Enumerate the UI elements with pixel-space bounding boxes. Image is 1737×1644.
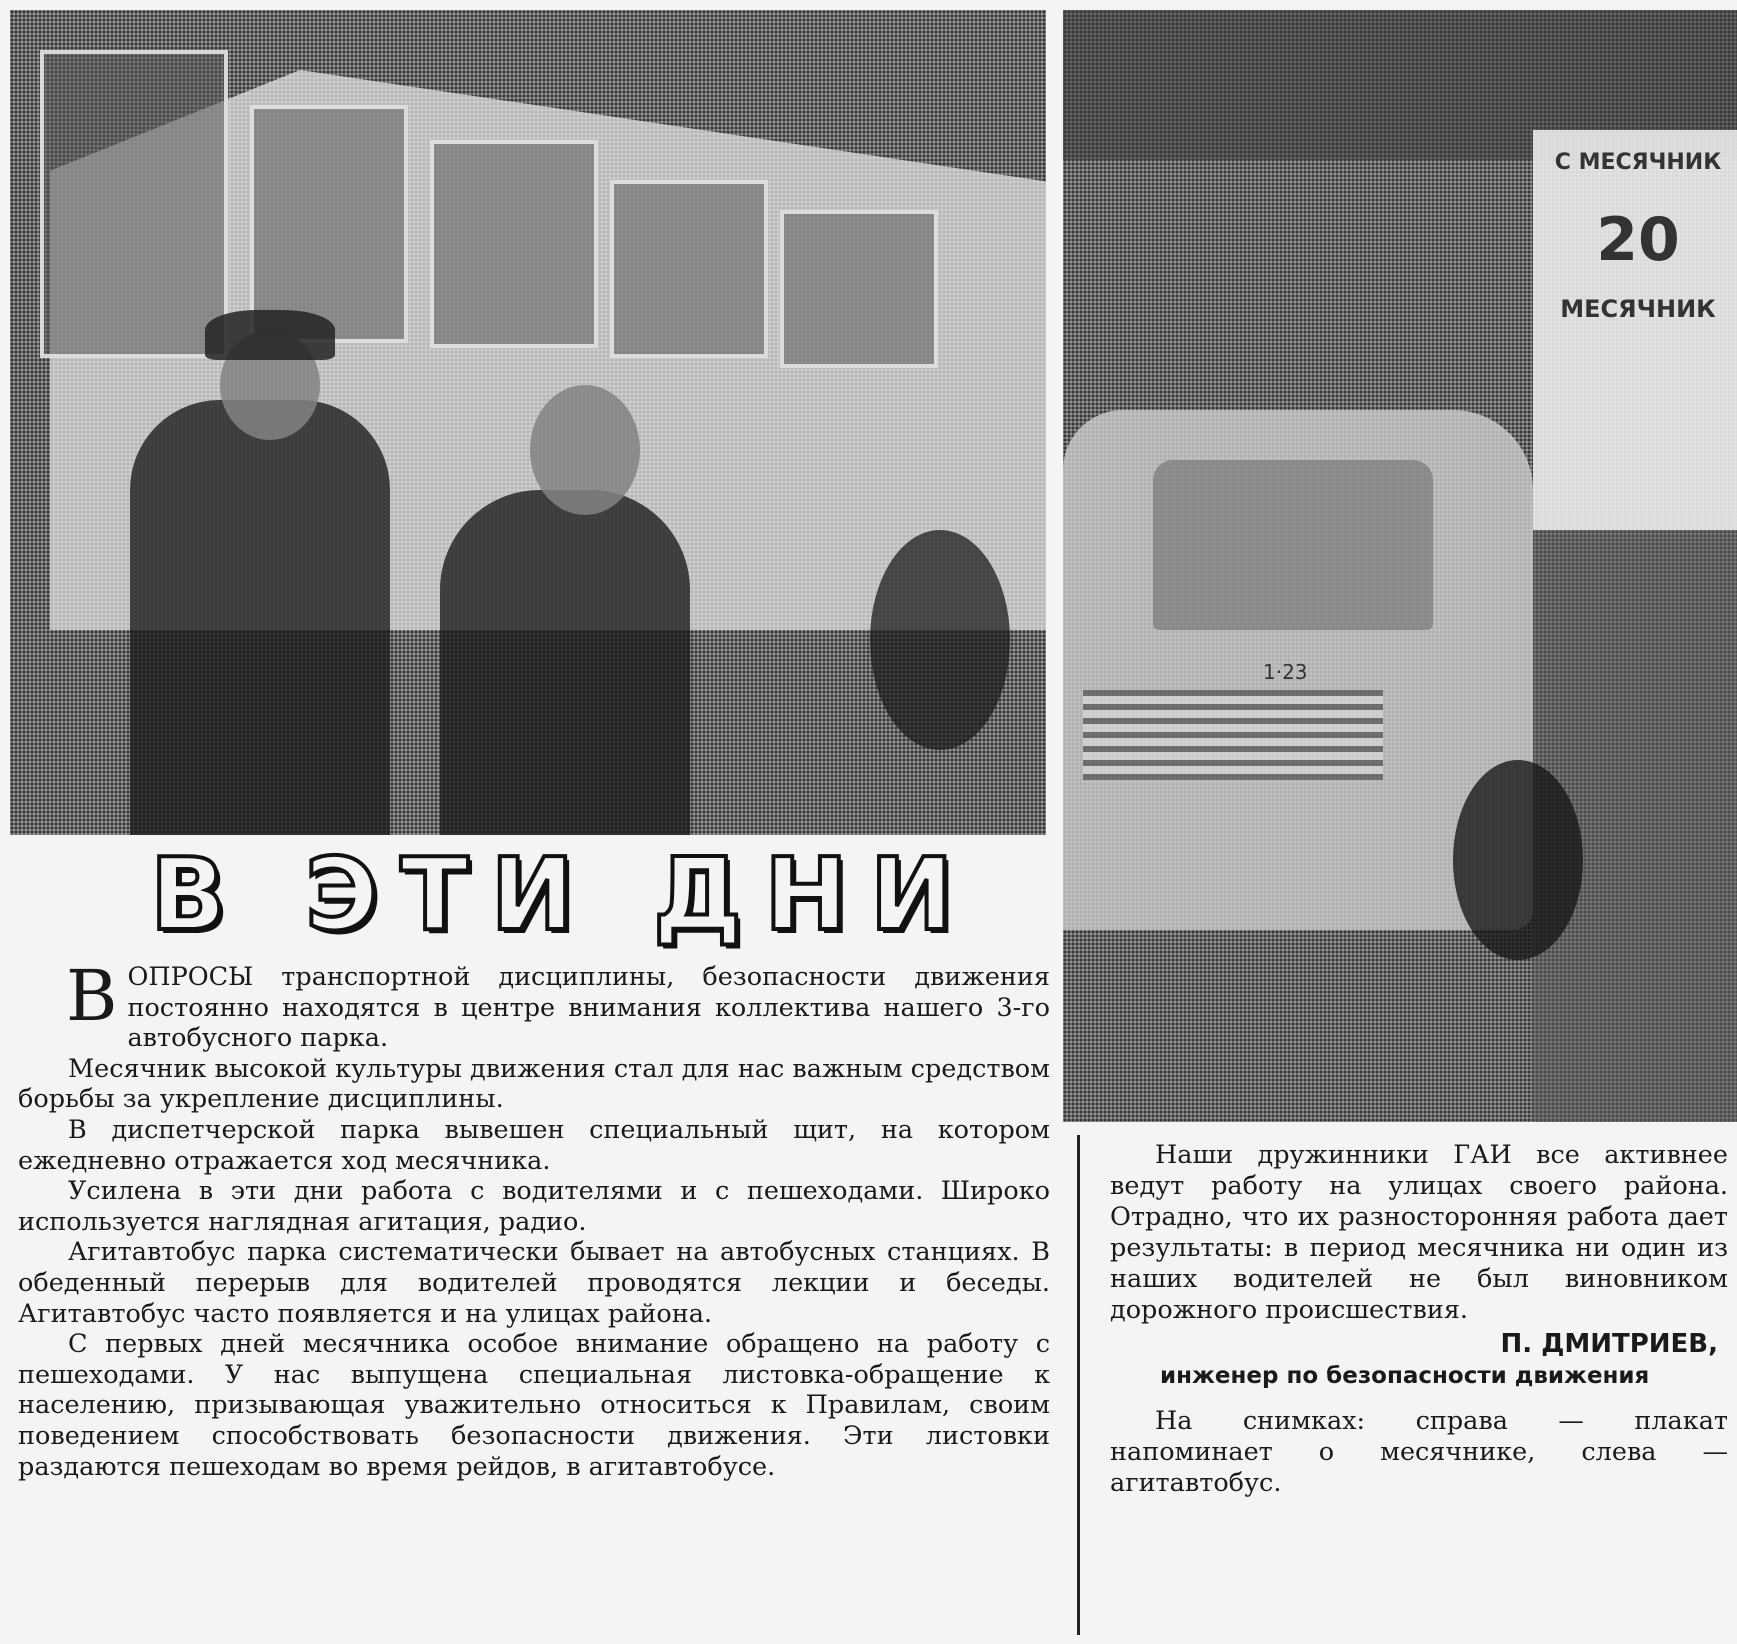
article-paragraph: Усилена в эти дни работа с водителями и с пешеходами. Широко используется наглядная агитация, радио.: [18, 1176, 1050, 1237]
poster-line: С МЕСЯЧНИК: [1554, 150, 1722, 175]
bus-window: [250, 105, 408, 343]
photo-caption: На снимках: справа — плакат напоминает о месячнике, слева — агитавтобус.: [1110, 1406, 1728, 1498]
bus-window: [430, 140, 598, 348]
person-left: [130, 400, 390, 835]
poster-line: МЕСЯЧНИК: [1560, 295, 1716, 323]
bus-wheel: [870, 530, 1010, 750]
article-paragraph: Месячник высокой культуры движения стал для нас важным средством борьбы за укрепление дисциплины.: [18, 1053, 1050, 1115]
article-paragraph: С первых дней месячника особое внимание обращено на работу с пешеходами. У нас выпущена специальная листовка-обращение к населению, призывающая уважительно относиться к Правилам, своим поведением способствовать безопасности движения. Эти листовки раздаются пешеходам во время рейдов, в агитавтобусе.: [18, 1329, 1050, 1482]
column-divider: [1077, 1135, 1080, 1635]
person-left-cap: [205, 310, 335, 360]
bus-window: [610, 180, 768, 358]
poster-line: 20: [1596, 205, 1680, 275]
agitbus-wheel: [1453, 760, 1583, 960]
month-poster: [1533, 130, 1737, 530]
headline: В ЭТИ ДНИ: [150, 836, 976, 953]
bus-window: [40, 50, 228, 358]
article-paragraph-text: ОПРОСЫ транспортной дисциплины, безопасности движения постоянно находятся в центре внимания коллектива нашего 3-го автобусного парка.: [127, 962, 1050, 1054]
photo-bus-drivers: [10, 10, 1046, 835]
article-paragraph: [18, 955, 1050, 1054]
person-right: [440, 490, 690, 835]
photo-poster-agitbus: [1063, 10, 1737, 1122]
agitbus-windshield: [1153, 460, 1433, 630]
article-body: [18, 955, 1050, 1482]
agitbus-plate: 1·23: [1263, 660, 1308, 684]
agitbus-grille: [1083, 690, 1383, 780]
sidebar-paragraph: Наши дружинники ГАИ все активнее ведут работу на улицах своего района. Отрадно, что их разносторонняя работа дает результаты: в период месячника ни один из наших водителей не был виновником дорожного происшествия.: [1110, 1140, 1728, 1325]
author-role: инженер по безопасности движения: [1160, 1363, 1650, 1389]
sidebar-column: [1110, 1140, 1728, 1499]
person-right-head: [530, 385, 640, 515]
drop-cap: В: [66, 955, 118, 1037]
article-paragraph: Агитавтобус парка систематически бывает на автобусных станциях. В обеденный перерыв для водителей проводятся лекции и беседы. Агитавтобус часто появляется и на улицах района.: [18, 1237, 1050, 1329]
author-name: П. ДМИТРИЕВ,: [1500, 1329, 1718, 1359]
article-paragraph: В диспетчерской парка вывешен специальный щит, на котором ежедневно отражается ход месячника.: [18, 1114, 1050, 1176]
bus-window: [780, 210, 938, 368]
